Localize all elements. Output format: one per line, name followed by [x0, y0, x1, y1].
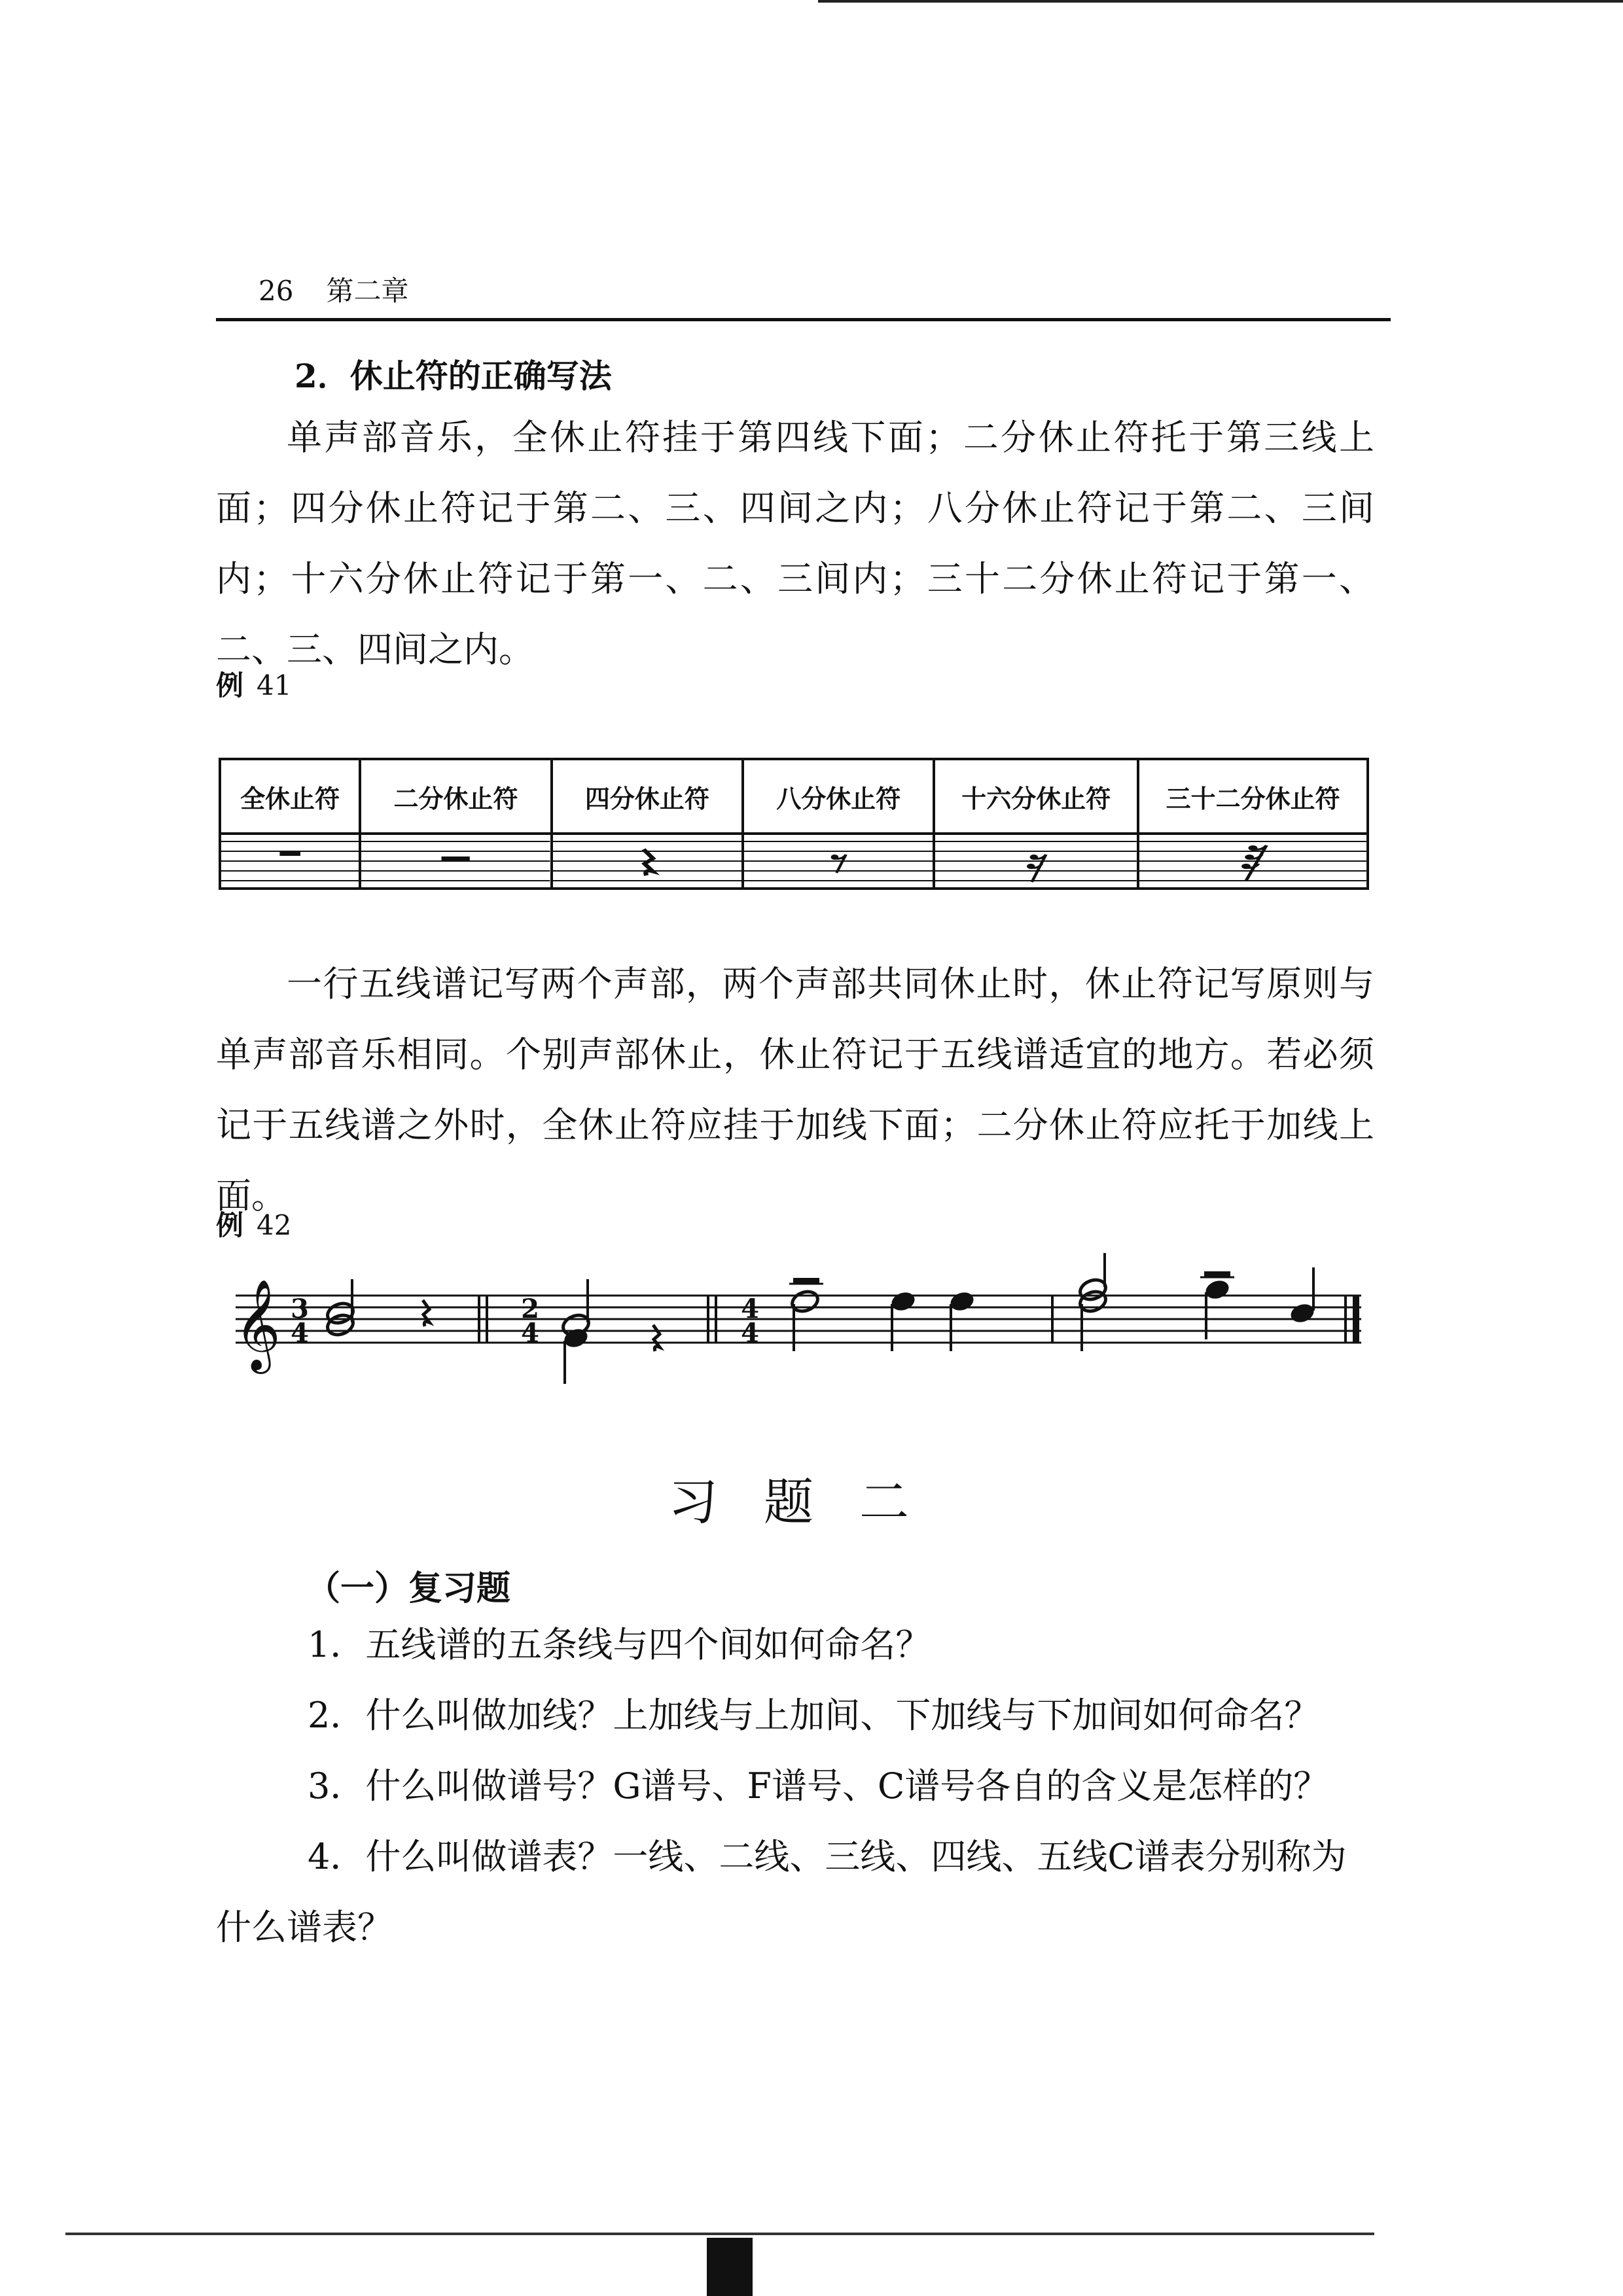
binding-mark [707, 2238, 753, 2296]
time-signature-1-bottom: 4 [291, 1318, 309, 1349]
staff-sixteenth-rest [934, 834, 1138, 889]
paragraph-2-text: 一行五线谱记写两个声部，两个声部共同休止时，休止符记写原则与单声部音乐相同。个别声部休止，休止符记于五线谱适宜的地方。若必须记于五线谱之外时，全休止符应挂于加线下面；二分休止符应托于加线上面。 [216, 963, 1374, 1216]
example-42-number: 42 [257, 1209, 292, 1241]
two-voice-staff-example [229, 1253, 1368, 1410]
question-4: 4．什么叫做谱表？一线、二线、三线、四线、五线C谱表分别称为什么谱表？ [216, 1836, 1347, 1948]
time-signature-3-bottom: 4 [741, 1318, 759, 1349]
col-whole-rest: 全休止符 [220, 759, 360, 834]
top-scan-line [818, 0, 1623, 3]
page-number: 26 [259, 275, 294, 307]
quarter-rest-m2 [653, 1325, 660, 1351]
staff-quarter-rest [552, 834, 743, 889]
chapter-title: 第二章 [326, 275, 409, 307]
half-rest-symbol [442, 857, 470, 861]
question-2: 2．什么叫做加线？上加线与上加间、下加线与下加间如何命名？ [308, 1695, 1320, 1736]
col-sixteenth-rest: 十六分休止符 [934, 759, 1138, 834]
question-list [216, 1610, 1374, 1963]
staff-lines [236, 1296, 1361, 1343]
question-1: 1．五线谱的五条线与四个间如何命名？ [308, 1624, 931, 1665]
example-42-label [216, 1204, 291, 1243]
paragraph-1 [216, 402, 1374, 685]
staff-half-rest [360, 834, 551, 889]
example-41-number: 41 [257, 669, 292, 701]
col-half-rest: 二分休止符 [360, 759, 551, 834]
rest-position-table [219, 758, 1369, 885]
staff-thirtysecond-rest [1138, 834, 1368, 889]
paragraph-1-text: 单声部音乐，全休止符挂于第四线下面；二分休止符托于第三线上面；四分休止符记于第二、三、四间之内；八分休止符记于第二、三间内；十六分休止符记于第一、二、三间内；三十二分休止符记于第一、二、三、四间之内。 [216, 417, 1374, 670]
section-title: 2．休止符的正确写法 [294, 357, 612, 395]
time-signature-2-bottom: 4 [521, 1318, 539, 1349]
col-eighth-rest: 八分休止符 [743, 759, 934, 834]
example-41-label [216, 664, 291, 703]
quarter-rest-symbol [643, 849, 652, 875]
review-section-heading: （一）复习题 [306, 1568, 511, 1608]
time-signature-1-top: 3 [291, 1294, 309, 1324]
example-42-prefix: 例 [216, 1209, 244, 1241]
staff-whole-rest [220, 834, 360, 889]
whole-rest-symbol [279, 851, 300, 856]
sixteenth-rest-symbol [1027, 855, 1046, 882]
quarter-rest-m1 [423, 1300, 429, 1326]
eighth-rest-symbol [831, 855, 846, 873]
running-head [259, 270, 441, 309]
example-41-prefix: 例 [216, 669, 244, 701]
exercise-title: 习题二 [668, 1473, 955, 1531]
treble-clef: 𝄞 [234, 1279, 281, 1370]
measure-1 [325, 1279, 429, 1338]
col-quarter-rest: 四分休止符 [552, 759, 743, 834]
measure-4 [1077, 1253, 1316, 1351]
question-3: 3．什么叫做谱号？G谱号、F谱号、C谱号各自的含义是怎样的？ [308, 1765, 1329, 1807]
header-rule [216, 318, 1391, 321]
time-signature-3-top: 4 [741, 1294, 759, 1324]
measure-3 [789, 1278, 976, 1351]
staff-eighth-rest [743, 834, 934, 889]
bottom-scan-line [65, 2233, 1374, 2235]
time-signature-2-top: 2 [521, 1294, 539, 1324]
paragraph-2 [216, 949, 1374, 1231]
col-thirtysecond-rest: 三十二分休止符 [1138, 759, 1368, 834]
